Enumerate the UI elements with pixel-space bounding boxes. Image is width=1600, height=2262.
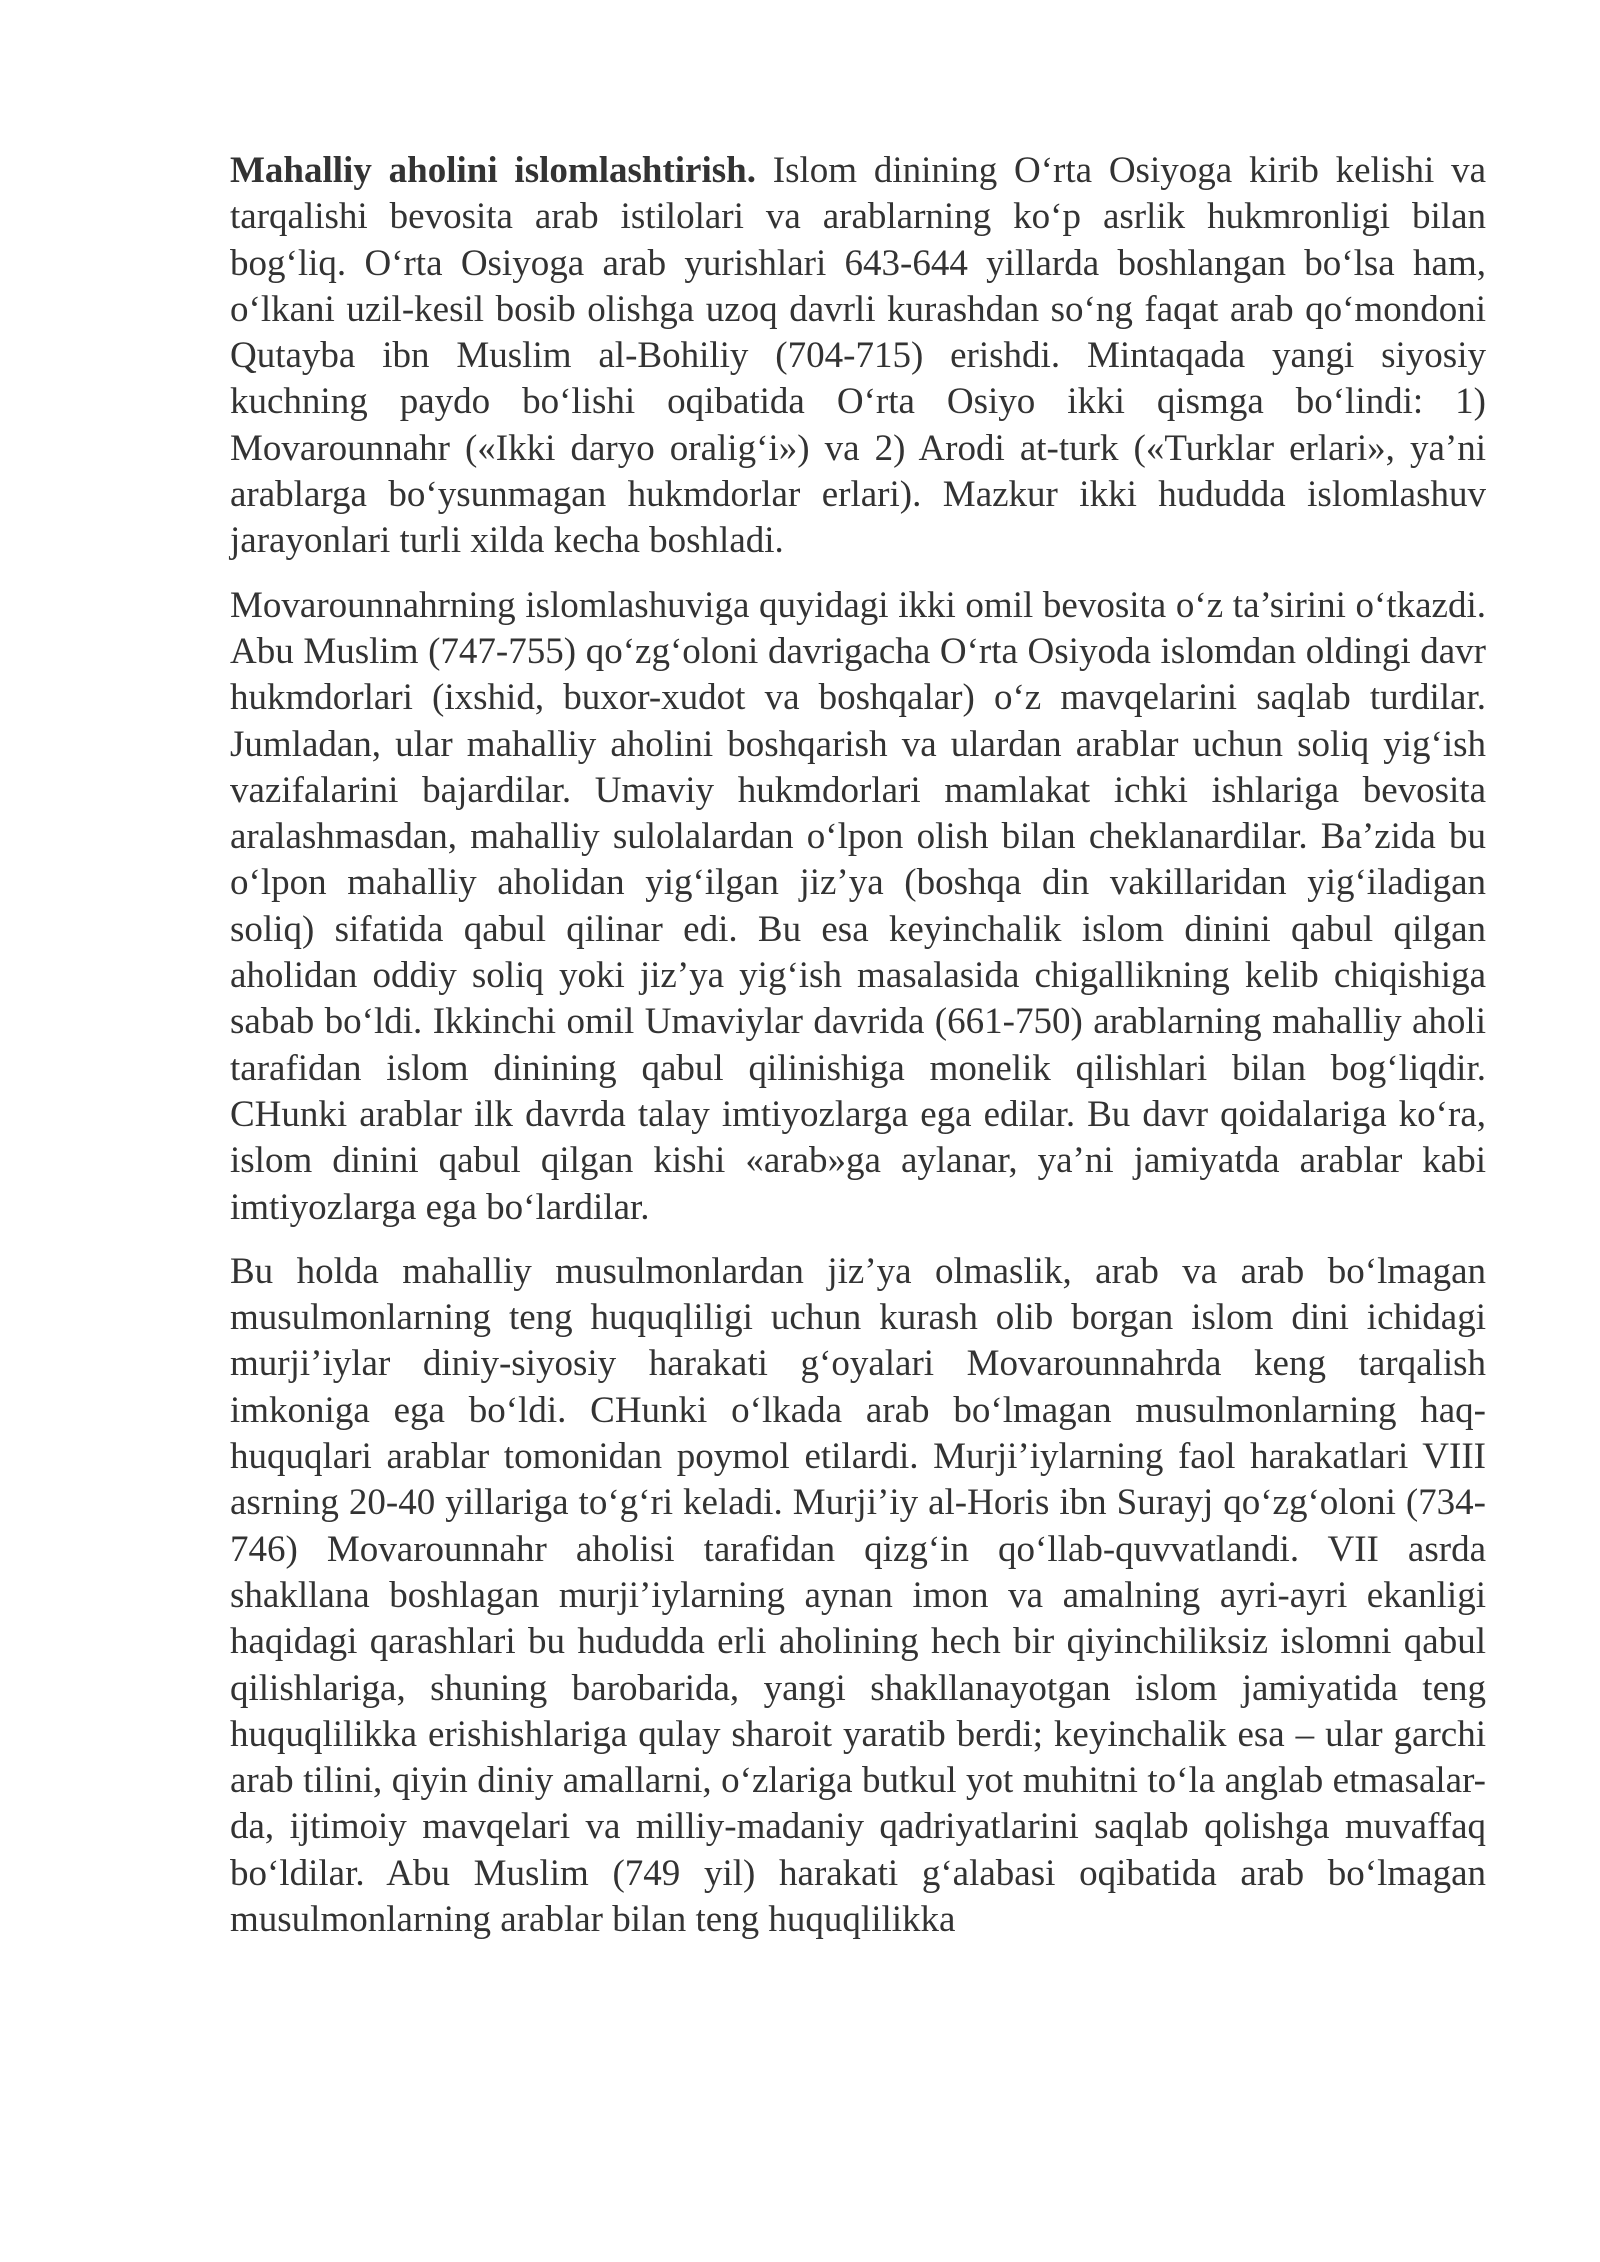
paragraph-2: Movarounnahrning islomlashuviga quyidagi ikki omil bevosita o‘z ta’sirini o‘tkazdi. Abu Muslim (747-755) qo‘zg‘oloni davrigacha O‘rta Osiyoda islomdan oldingi davr hukmdorlari (ixshid, buxor-xudot va boshqalar) o‘z mavqelarini saqlab turdilar. Jumladan, ular mahalliy aholini boshqarish va ulardan arablar uchun soliq yig‘ish vazifalarini bajardilar. Umaviy hukmdorlari mamlakat ichki ishlariga bevosita aralashmasdan, mahalliy sulolalardan o‘lpon olish bilan cheklanardilar. Ba’zida bu o‘lpon mahalliy aholidan yig‘ilgan jiz’ya (boshqa din vakillaridan yig‘iladigan soliq) sifatida qabul qilinar edi. Bu esa keyinchalik islom dinini qabul qilgan aholidan oddiy soliq yoki jiz’ya yig‘ish masalasida chigallikning kelib chiqishiga sabab bo‘ldi. Ikkinchi omil Umaviylar davrida (661-750) arablarning mahalliy aholi tarafidan islom dinining qabul qilinishiga monelik qilishlari bilan bog‘liqdir. CHunki arablar ilk davrda talay imtiyozlarga ega edilar. Bu davr qoidalariga ko‘ra, islom dinini qabul qilgan kishi «arab»ga aylanar, ya’ni jamiyatda arablar kabi imtiyozlarga ega bo‘lardilar. (230, 584, 1486, 1228)
paragraph-1 (230, 148, 1486, 565)
document-body (230, 148, 1486, 1961)
paragraph-1-text: Islom dinining O‘rta Osiyoga kirib kelishi va tarqalishi bevosita arab istilolari va arablarning ko‘p asrlik hukmronligi bilan bog‘liq. O‘rta Osiyoga arab yurishlari 643-644 yillarda boshlangan bo‘lsa ham, o‘lkani uzil-kesil bosib olishga uzoq davrli kurashdan so‘ng faqat arab qo‘mondoni Qutayba ibn Muslim al-Bohiliy (704-715) erishdi. Mintaqada yangi siyosiy kuchning paydo bo‘lishi oqibatida O‘rta Osiyo ikki qismga bo‘lindi: 1) Movarounnahr («Ikki daryo oralig‘i») va 2) Arodi at-turk («Turklar erlari», ya’ni arablarga bo‘ysunmagan hukmdorlar erlari). Mazkur ikki hududda islomlashuv jarayonlari turli xilda kecha boshladi. (230, 150, 1486, 562)
paragraph-3: Bu holda mahalliy musulmonlardan jiz’ya olmaslik, arab va arab bo‘lmagan musulmonlarning teng huquqliligi uchun kurash olib borgan islom dini ichidagi murji’iylar diniy-siyosiy harakati g‘oyalari Movarounnahrda keng tarqalish imkoniga ega bo‘ldi. CHunki o‘lkada arab bo‘lmagan musulmonlarning haq-huquqlari arablar tomonidan poymol etilardi. Murji’iylarning faol harakatlari VIII asrning 20-40 yillariga to‘g‘ri keladi. Murji’iy al-Horis ibn Surayj qo‘zg‘oloni (734-746) Movarounnahr aholisi tarafidan qizg‘in qo‘llab-quvvatlandi. VII asrda shakllana boshlagan murji’iylarning aynan imon va amalning ayri-ayri ekanligi haqidagi qarashlari bu hududda erli aholining hech bir qiyinchiliksiz islomni qabul qilishlariga, shuning barobarida, yangi shakllanayotgan islom jamiyatida teng huquqlilikka erishishlariga qulay sharoit yaratib berdi; keyinchalik esa – ular garchi arab tilini, qiyin diniy amallarni, o‘zlariga butkul yot muhitni to‘la anglab etmasalar-da, ijtimoiy mavqelari va milliy-madaniy qadriyatlarini saqlab qolishga muvaffaq bo‘ldilar. Abu Muslim (749 yil) harakati g‘alabasi oqibatida arab bo‘lmagan musulmonlarning arablar bilan teng huquqlilikka (230, 1250, 1486, 1940)
section-heading: Mahalliy aholini islomlashtirish. (230, 150, 756, 191)
